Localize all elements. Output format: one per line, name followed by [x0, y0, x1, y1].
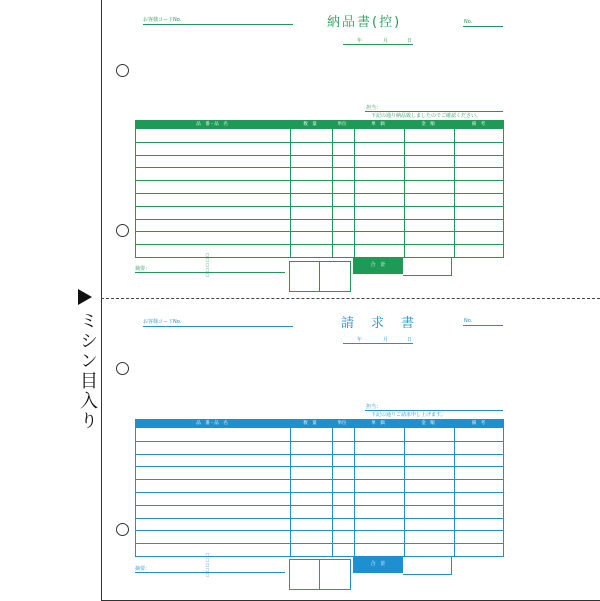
table-column-line	[354, 129, 355, 257]
table-row-line	[136, 219, 503, 220]
date-year: 年	[357, 38, 363, 44]
header-unit-price: 単 価	[371, 421, 385, 426]
summary-label: 摘要：	[135, 566, 151, 572]
date-day: 日	[407, 337, 413, 343]
invoice	[101, 300, 600, 598]
customer-code-label: お客様コードNo.	[143, 17, 182, 23]
table-row-line	[136, 193, 503, 194]
table-row-line	[136, 441, 503, 442]
table-row-line	[136, 505, 503, 506]
item-table	[135, 129, 504, 258]
table-column-line	[290, 428, 291, 556]
header-item-name: 品 番・品 名	[196, 122, 228, 127]
table-row-line	[136, 167, 503, 168]
form-title: 納品書(控)	[327, 15, 402, 30]
form-code-mark: □□□□□	[205, 252, 210, 277]
header-amount: 金 額	[421, 421, 435, 426]
side-label-text: ミシン目入り	[77, 311, 98, 431]
table-column-line	[354, 428, 355, 556]
header-amount: 金 額	[421, 122, 435, 127]
date-year: 年	[357, 337, 363, 343]
table-column-line	[332, 129, 333, 257]
form-title: 請 求 書	[341, 316, 417, 331]
header-remarks: 備 考	[471, 421, 486, 426]
table-header	[135, 120, 504, 129]
total-value-cell	[403, 257, 452, 276]
tanto-label: 担当：	[366, 105, 382, 111]
underline	[135, 572, 285, 573]
perforation-line	[101, 298, 600, 299]
date-month: 月	[383, 337, 389, 343]
table-row-line	[136, 530, 503, 531]
date-month: 月	[383, 38, 389, 44]
table-row-line	[136, 466, 503, 467]
underline	[143, 326, 293, 327]
perforation-label	[72, 289, 102, 431]
stamp-box	[289, 261, 351, 292]
header-unit: 単位	[337, 421, 347, 426]
table-row-line	[136, 543, 503, 544]
table-row-line	[136, 142, 503, 143]
tanto-label: 担当：	[366, 404, 382, 410]
header-item-name: 品 番・品 名	[196, 421, 228, 426]
date-day: 日	[407, 38, 413, 44]
total-label: 合 計	[370, 262, 386, 268]
arrow-right-icon	[78, 289, 92, 305]
delivery-slip-copy	[101, 0, 600, 298]
total-label: 合 計	[370, 561, 386, 567]
table-row-line	[136, 231, 503, 232]
header-quantity: 数 量	[303, 421, 317, 426]
summary-label: 摘要：	[135, 266, 151, 272]
item-table	[135, 428, 504, 557]
underline	[343, 343, 413, 344]
table-column-line	[404, 129, 405, 257]
total-label-cell	[353, 556, 403, 573]
table-row-line	[136, 155, 503, 156]
table-row-line	[136, 454, 503, 455]
table-column-line	[454, 428, 455, 556]
header-unit: 単位	[337, 122, 347, 127]
no-label: No.	[464, 19, 473, 25]
table-row-line	[136, 492, 503, 493]
header-unit-price: 単 価	[371, 122, 385, 127]
total-value-cell	[403, 556, 452, 575]
stamp-box	[289, 559, 351, 590]
no-label: No.	[464, 318, 473, 324]
table-row-line	[136, 180, 503, 181]
underline	[135, 272, 285, 273]
total-label-cell	[353, 257, 403, 274]
underline	[343, 44, 413, 45]
table-column-line	[332, 428, 333, 556]
underline	[143, 24, 293, 25]
table-header	[135, 419, 504, 428]
table-row-line	[136, 479, 503, 480]
table-row-line	[136, 244, 503, 245]
underline	[463, 325, 503, 326]
table-column-line	[404, 428, 405, 556]
customer-code-label: お客様コードNo.	[143, 319, 182, 325]
table-row-line	[136, 206, 503, 207]
table-column-line	[290, 129, 291, 257]
table-column-line	[454, 129, 455, 257]
message-text: 下記の通りご請求申し上げます。	[371, 412, 446, 418]
message-text: 下記の通り納品致しましたのでご確認ください。	[371, 113, 482, 119]
underline	[463, 26, 503, 27]
form-code-mark: □□□□□	[205, 552, 210, 577]
table-row-line	[136, 518, 503, 519]
header-remarks: 備 考	[471, 122, 486, 127]
header-quantity: 数 量	[303, 122, 317, 127]
